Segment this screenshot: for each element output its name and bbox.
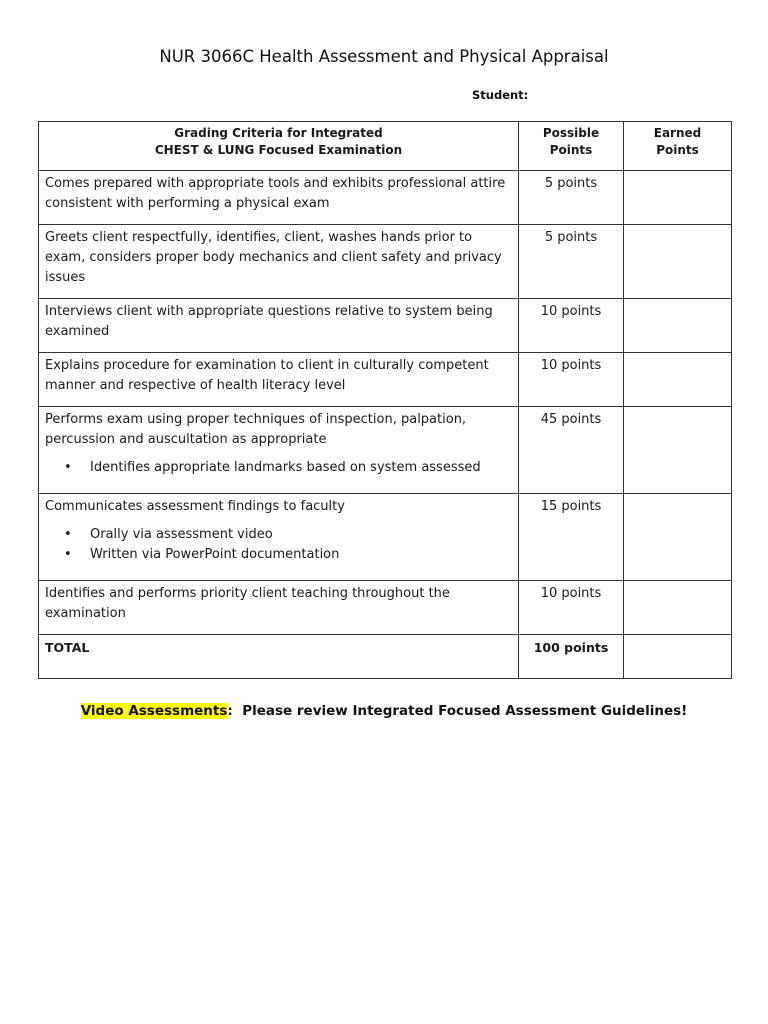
possible-points-cell: 5 points <box>519 225 624 299</box>
total-earned-points <box>624 635 732 679</box>
total-possible-points: 100 points <box>519 635 624 679</box>
criteria-text: Performs exam using proper techniques of inspection, palpation, percussion and auscultation as appropriate <box>45 412 467 447</box>
earned-points-cell[interactable] <box>624 581 732 635</box>
criteria-bullet-item: • Orally via assessment video <box>90 525 512 545</box>
criteria-cell <box>39 171 519 225</box>
criteria-cell <box>39 494 519 581</box>
table-row <box>39 494 732 581</box>
total-label: TOTAL <box>39 635 519 679</box>
page-title: NUR 3066C Health Assessment and Physical Appraisal <box>159 47 609 66</box>
possible-points-cell: 15 points <box>519 494 624 581</box>
earned-points-cell[interactable] <box>624 171 732 225</box>
video-assessments-highlight: Video Assessments <box>80 703 228 719</box>
table-row <box>39 353 732 407</box>
criteria-header-line2: CHEST & LUNG Focused Examination <box>154 143 403 157</box>
earned-points-header <box>624 122 732 171</box>
criteria-bullet-item: • Written via PowerPoint documentation <box>90 545 512 565</box>
criteria-header-line1: Grading Criteria for Integrated <box>174 126 383 140</box>
criteria-header <box>39 122 519 171</box>
earned-points-cell[interactable] <box>624 353 732 407</box>
criteria-text: Greets client respectfully, identifies, client, washes hands prior to exam, considers proper body mechanics and client safety and privacy issues <box>45 230 502 285</box>
earned-points-cell[interactable] <box>624 494 732 581</box>
total-row <box>39 635 732 679</box>
criteria-cell <box>39 299 519 353</box>
table-row <box>39 581 732 635</box>
footer-colon: : <box>227 703 233 719</box>
video-assessment-note <box>0 703 768 719</box>
possible-points-cell: 45 points <box>519 407 624 494</box>
table-row <box>39 171 732 225</box>
criteria-cell <box>39 581 519 635</box>
possible-points-cell: 5 points <box>519 171 624 225</box>
criteria-text: Explains procedure for examination to client in culturally competent manner and respective of health literacy level <box>45 358 489 393</box>
table-row <box>39 407 732 494</box>
criteria-bullet-item: • Identifies appropriate landmarks based on system assessed <box>90 458 512 478</box>
possible-points-cell: 10 points <box>519 581 624 635</box>
criteria-cell <box>39 225 519 299</box>
possible-points-cell: 10 points <box>519 299 624 353</box>
criteria-text: Identifies and performs priority client teaching throughout the examination <box>45 586 450 621</box>
criteria-text: Communicates assessment findings to faculty <box>45 499 345 514</box>
criteria-bullet-list <box>45 525 512 565</box>
earned-points-cell[interactable] <box>624 407 732 494</box>
possible-points-header <box>519 122 624 171</box>
student-label: Student: <box>472 88 529 102</box>
criteria-text: Comes prepared with appropriate tools and exhibits professional attire consistent with performing a physical exam <box>45 176 506 211</box>
criteria-bullet-list <box>45 458 512 478</box>
earned-points-cell[interactable] <box>624 299 732 353</box>
rubric-body <box>39 171 732 679</box>
table-row <box>39 299 732 353</box>
table-header-row <box>39 122 732 171</box>
earned-header-line2: Points <box>656 143 699 157</box>
possible-header-line2: Points <box>549 143 593 157</box>
grading-rubric-table <box>38 121 732 679</box>
footer-message: Please review Integrated Focused Assessment Guidelines! <box>232 703 688 719</box>
earned-points-cell[interactable] <box>624 225 732 299</box>
earned-header-line1: Earned <box>653 126 702 140</box>
criteria-cell <box>39 407 519 494</box>
possible-points-cell: 10 points <box>519 353 624 407</box>
possible-header-line1: Possible <box>542 126 600 140</box>
criteria-text: Interviews client with appropriate questions relative to system being examined <box>45 304 493 339</box>
criteria-cell <box>39 353 519 407</box>
table-row <box>39 225 732 299</box>
